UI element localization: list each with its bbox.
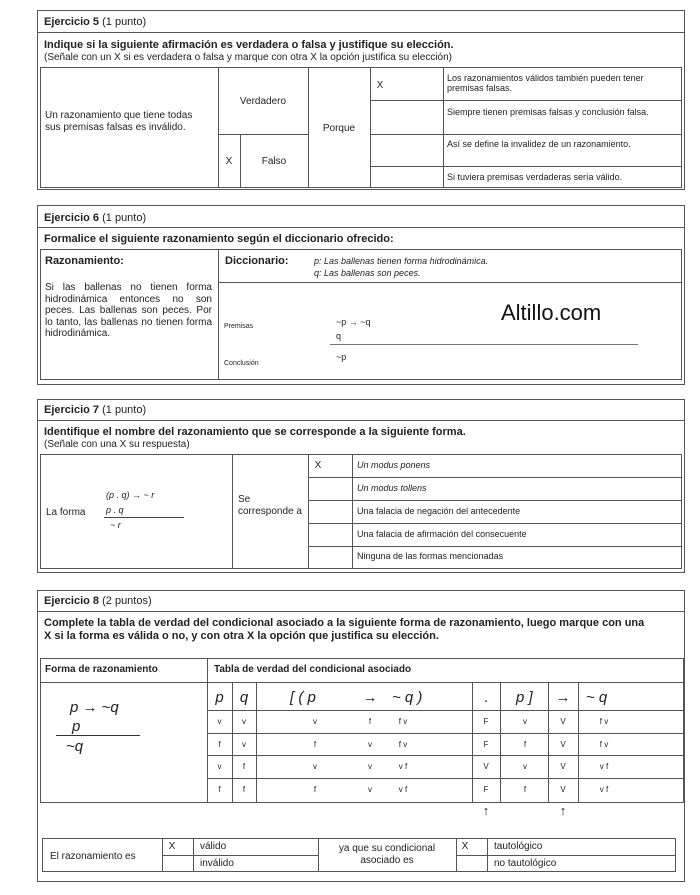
ex7-option-text: Una falacia de afirmación del consecuente <box>357 529 527 539</box>
tt-cell: v f <box>599 785 609 794</box>
tt-header-cell: [ ( p <box>290 689 316 706</box>
tt-cell: f <box>242 762 246 771</box>
tt-cell: f v <box>398 717 408 726</box>
tt-cell: f <box>368 717 372 726</box>
exercise-8-instruction-2: X si la forma es válida o no, y con otra X la opción que justifica su elección. <box>44 630 439 642</box>
tt-cell: v <box>217 762 222 771</box>
tt-cell: v <box>242 717 246 726</box>
falso-label: Falso <box>261 156 287 167</box>
form-premise-2: p . q <box>106 505 124 515</box>
exercise-7-note: (Señale con una X su respuesta) <box>44 439 190 450</box>
la-forma-label: La forma <box>46 507 86 518</box>
tt-header-cell: → <box>362 689 378 706</box>
ya-que-label: ya que su condicional asociado es <box>338 843 436 866</box>
forma-razonamiento-header: Forma de razonamiento <box>45 664 158 675</box>
tt-cell: v <box>368 740 372 749</box>
arrow-up-icon: ↑ <box>559 803 567 818</box>
tt-cell: f v <box>599 717 609 726</box>
diccionario-label: Diccionario: <box>225 255 289 267</box>
no-tautologico-option: no tautológico <box>494 858 557 869</box>
invalido-option: inválido <box>200 858 234 869</box>
tt-cell: v f <box>599 762 609 771</box>
exercise-5-heading <box>44 16 146 29</box>
truth-table-container <box>40 658 684 803</box>
exercise-6-instruction: Formalice el siguiente razonamiento según el diccionario ofrecido: <box>44 233 394 245</box>
tt-cell: f <box>523 740 527 749</box>
exercise-7-points: (1 punto) <box>102 404 147 416</box>
tabla-verdad-header: Tabla de verdad del condicional asociado <box>214 664 412 675</box>
ex7-option-text: Un modus tollens <box>357 483 427 493</box>
ex5-option-text: Si tuviera premisas verdaderas sería válido. <box>447 172 623 182</box>
tt-cell: v <box>523 762 527 771</box>
tt-cell: V <box>483 762 489 771</box>
se-corresponde-label: Se corresponde a <box>238 494 302 517</box>
tt-cell: f v <box>398 740 408 749</box>
tt-cell: f <box>523 785 527 794</box>
tt-cell: F <box>483 717 489 726</box>
razonamiento-text: Si las ballenas no tienen forma hidrodinámica entonces no son peces. Las ballenas son peces. Por lo tanto, las ballenas no tienen forma hidrodinámica. <box>45 282 212 339</box>
falso-mark: X <box>225 156 233 167</box>
valido-mark: X <box>168 841 176 852</box>
tt-cell: v <box>313 717 317 726</box>
verdadero-label: Verdadero <box>239 96 287 107</box>
tt-header-cell: . <box>483 689 489 706</box>
tt-cell: v <box>242 740 246 749</box>
result-label: El razonamiento es <box>50 851 136 862</box>
premise-1: ~p → ~q <box>336 317 371 327</box>
arrow-up-icon: ↑ <box>482 803 490 818</box>
exercise-7-heading <box>44 404 146 417</box>
porque-label: Porque <box>322 123 356 134</box>
dictionary-p: p: Las ballenas tienen forma hidrodinámica. <box>314 256 489 266</box>
ex7-option-text: Ninguna de las formas mencionadas <box>357 551 504 561</box>
premise-2: q <box>336 331 342 341</box>
dictionary-q: q: Las ballenas son peces. <box>314 268 421 278</box>
exercise-8-instruction-1: Complete la tabla de verdad del condicional asociado a la siguiente forma de razonamiento, luego marque con una <box>44 617 645 629</box>
exercise-6-title: Ejercicio 6 <box>44 212 100 224</box>
tt-header-cell: p <box>215 689 224 706</box>
ex5-option-text: Los razonamientos válidos también pueden tener premisas falsas. <box>447 73 644 94</box>
tt-cell: V <box>560 717 566 726</box>
ex7-option-text: Una falacia de negación del antecedente <box>357 506 521 516</box>
tautologico-option: tautológico <box>494 841 543 852</box>
exercise-5-title: Ejercicio 5 <box>44 16 100 28</box>
tt-cell: f <box>242 785 246 794</box>
watermark-text: Altillo.com <box>501 300 602 325</box>
tt-cell: f <box>313 785 317 794</box>
razonamiento-label: Razonamiento: <box>45 255 124 267</box>
form-premise-2: p <box>72 718 81 735</box>
ex7-option-text: Un modus ponens <box>357 460 431 470</box>
tt-cell: v <box>523 717 527 726</box>
ex7-option-mark: X <box>314 460 322 471</box>
exercise-6-points: (1 punto) <box>102 212 147 224</box>
form-conclusion: ~q <box>66 738 84 755</box>
exercise-7-title: Ejercicio 7 <box>44 404 100 416</box>
tt-header-cell: → <box>555 689 571 706</box>
tt-cell: v f <box>398 785 408 794</box>
tt-cell: V <box>560 762 566 771</box>
form-premise-1: p → ~q <box>70 699 119 716</box>
tt-header-cell: q <box>239 689 249 706</box>
tt-cell: v <box>368 762 372 771</box>
exercise-5-instruction: Indique si la siguiente afirmación es verdadera o falsa y justifique su elección. <box>44 39 454 51</box>
tt-header-cell: ~ q ) <box>392 689 423 706</box>
valido-option: válido <box>200 841 227 852</box>
tt-cell: f <box>313 740 317 749</box>
tt-cell: f <box>218 740 221 749</box>
ex5-option-mark: X <box>376 80 384 91</box>
exercise-8-points: (2 puntos) <box>102 595 152 607</box>
form-premise-1: (p . q) → ~ r <box>106 490 155 500</box>
tt-cell: V <box>560 740 566 749</box>
exercise-5-statement: Un razonamiento que tiene todas sus premisas falsas es inválido. <box>45 110 193 133</box>
tt-cell: F <box>483 785 489 794</box>
conclusion-label: Conclusión <box>224 360 259 367</box>
tt-cell: f v <box>599 740 609 749</box>
exercise-5-points: (1 punto) <box>102 16 147 28</box>
tt-header-cell: p ] <box>516 689 533 706</box>
tt-cell: v <box>217 717 222 726</box>
exercise-5-note: (Señale con un X si es verdadera o falsa y marque con otra X la opción justifica su elección) <box>44 52 452 63</box>
exercise-8-title: Ejercicio 8 <box>44 595 100 607</box>
tt-cell: v <box>368 785 372 794</box>
form-conclusion: ~ r <box>110 520 121 530</box>
exercise-7-instruction: Identifique el nombre del razonamiento que se corresponde a la siguiente forma. <box>44 426 466 438</box>
tt-cell: f <box>218 785 221 794</box>
tt-cell: F <box>483 740 489 749</box>
tt-header-cell: ~ q <box>586 689 608 706</box>
ex5-option-text: Así se define la invalidez de un razonamiento. <box>447 139 631 149</box>
premisas-label: Premisas <box>224 323 254 330</box>
exercise-8-heading <box>44 595 152 608</box>
tt-cell: v f <box>398 762 408 771</box>
tt-cell: V <box>560 785 566 794</box>
conclusion-formula: ~p <box>336 352 347 362</box>
ex5-option-text: Siempre tienen premisas falsas y conclusión falsa. <box>447 107 649 117</box>
tt-cell: v <box>313 762 317 771</box>
tautologico-mark: X <box>461 841 469 852</box>
exercise-6-heading <box>44 212 146 225</box>
